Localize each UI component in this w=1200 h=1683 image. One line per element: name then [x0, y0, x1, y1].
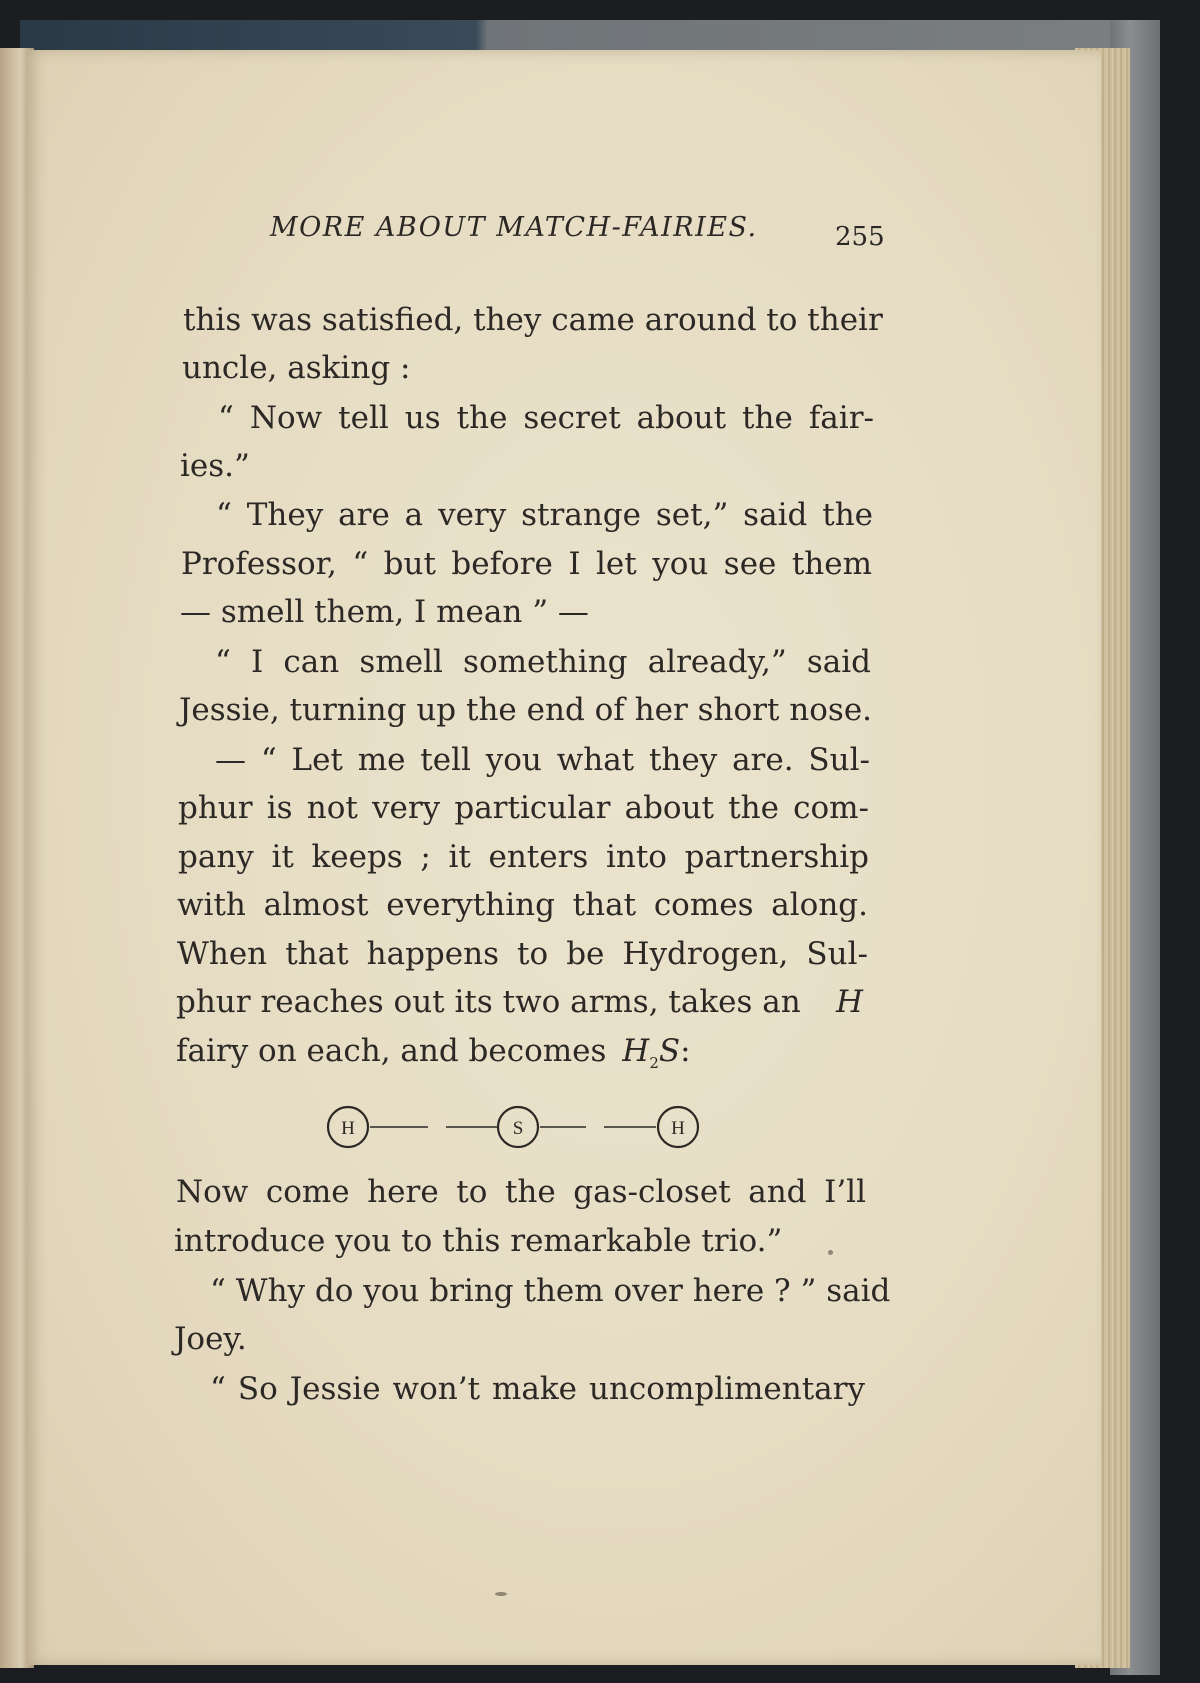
text-line: — “ Let me tell you what they are. Sul-	[215, 742, 870, 778]
text-fragment: phur reaches out its two arms, takes an	[176, 984, 801, 1020]
text-fragment: fairy on each, and becomes	[176, 1033, 607, 1069]
running-header: MORE ABOUT MATCH-FAIRIES.	[270, 212, 758, 243]
formula-s: S	[658, 1033, 681, 1069]
ink-speck	[828, 1250, 833, 1255]
text-line: “ So Jessie won’t make uncomplimentary	[210, 1371, 865, 1407]
text-line: this was satisfied, they came around to their	[183, 302, 883, 338]
text-line: “ I can smell something already,” said	[215, 644, 871, 680]
text-line: pany it keeps ; it enters into partnership	[178, 839, 869, 875]
ink-speck	[495, 1592, 507, 1596]
text-line: Professor, “ but before I let you see them	[181, 546, 872, 582]
text-line: “ Now tell us the secret about the fair-	[218, 400, 874, 436]
atom-s-center	[498, 1107, 538, 1147]
atom-h-right	[658, 1107, 698, 1147]
text-line: Jessie, turning up the end of her short nose.	[179, 692, 873, 728]
text-line: uncle, asking :	[182, 350, 411, 386]
text-line: with almost everything that comes along.	[177, 887, 868, 923]
h2s-bond-diagram	[324, 1102, 714, 1152]
text-line: “ They are a very strange set,” said the	[216, 497, 873, 533]
text-line: — smell them, I mean ” —	[180, 594, 589, 630]
formula-h: H	[622, 1033, 650, 1069]
text-line	[176, 982, 864, 1022]
text-line: introduce you to this remarkable trio.”	[174, 1223, 783, 1259]
text-line: phur is not very particular about the com-	[178, 790, 869, 826]
formula-colon: :	[680, 1033, 691, 1069]
text-line: ies.”	[180, 448, 250, 484]
atom-label: H	[341, 1118, 355, 1139]
text-line	[176, 1031, 691, 1083]
page-number: 255	[835, 222, 885, 252]
atom-h-left	[328, 1107, 368, 1147]
text-line: Joey.	[174, 1321, 247, 1357]
italic-h: H	[836, 984, 864, 1020]
formula-subscript: 2	[649, 1054, 659, 1073]
h2s-formula	[622, 1033, 691, 1073]
atom-label: S	[512, 1118, 524, 1139]
text-line: Now come here to the gas-closet and I’ll	[176, 1174, 866, 1210]
text-line: When that happens to be Hydrogen, Sul-	[177, 936, 868, 972]
text-line: “ Why do you bring them over here ? ” said	[210, 1273, 891, 1309]
atom-label: H	[671, 1118, 685, 1139]
